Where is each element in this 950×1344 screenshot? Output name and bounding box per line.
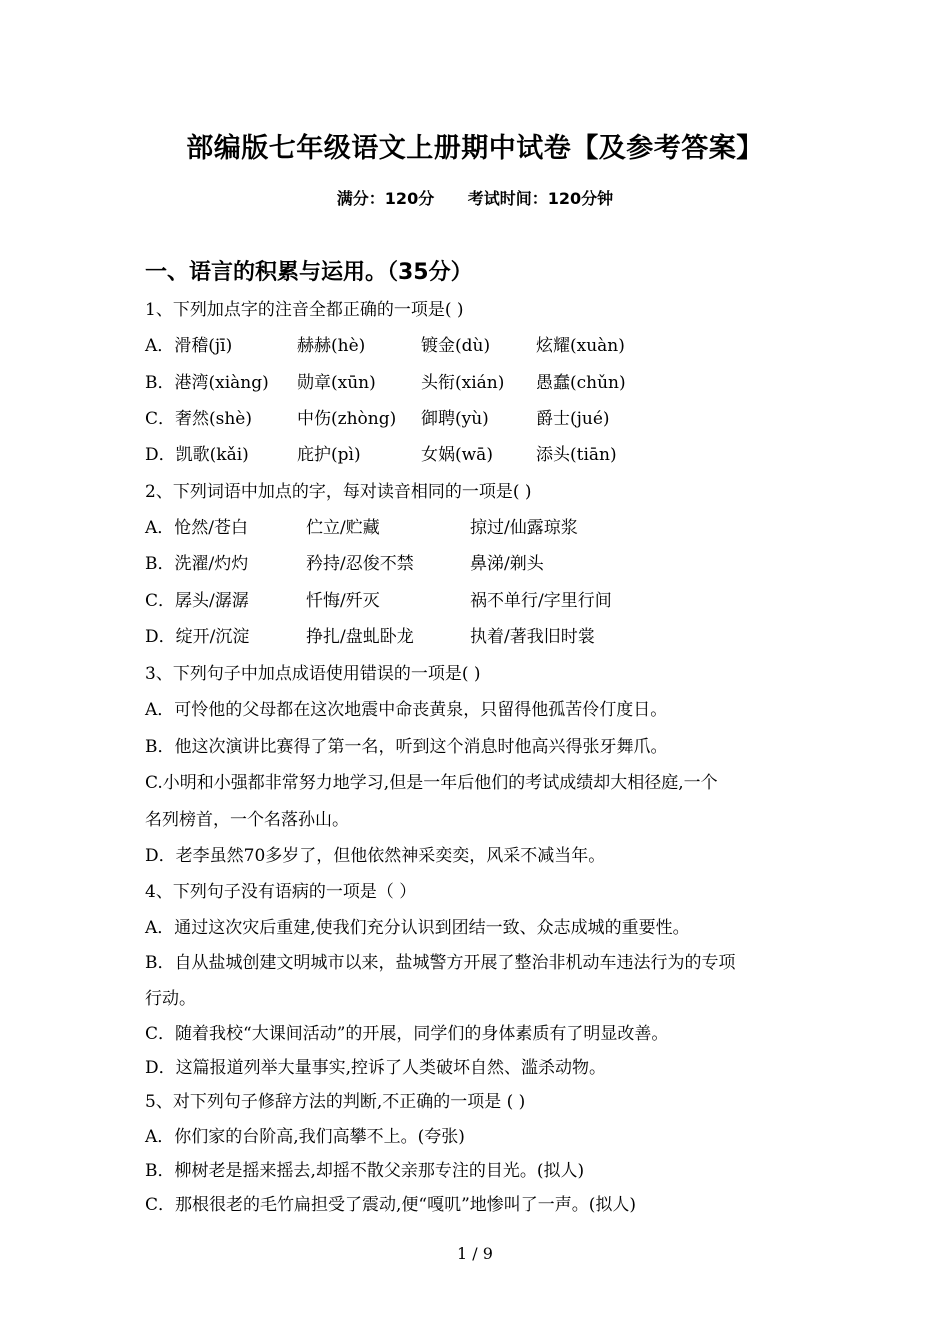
option-item: A．通过这次灾后重建,使我们充分认识到团结一致、众志成城的重要性。 <box>145 918 690 938</box>
question-stem: 3、下列句子中加点成语使用错误的一项是( ) <box>145 664 481 684</box>
option-item: 镀金(dù) <box>421 336 491 356</box>
exam-time: 考试时间：120分钟 <box>467 189 614 208</box>
option-item: A．你们家的台阶高,我们高攀不上。(夸张) <box>145 1127 465 1147</box>
question-stem: 5、对下列句子修辞方法的判断,不正确的一项是 ( ) <box>145 1092 526 1112</box>
option-item: B．港湾(xiàng) <box>145 373 269 393</box>
option-item: 愚蠢(chǔn) <box>536 373 626 393</box>
option-item: D．绽开/沉淀 <box>145 627 250 647</box>
option-item: C．那根很老的毛竹扁担受了震动,便“嘎叽”地惨叫了一声。(拟人) <box>145 1195 637 1215</box>
option-item: D．凯歌(kǎi) <box>145 445 249 465</box>
option-item: D．这篇报道列举大量事实,控诉了人类破坏自然、滥杀动物。 <box>145 1058 607 1078</box>
option-item: A．可怜他的父母都在这次地震中命丧黄泉，只留得他孤苦伶仃度日。 <box>145 700 668 720</box>
option-item: 中伤(zhòng) <box>297 409 397 429</box>
option-item: A．怆然/苍白 <box>145 518 249 538</box>
option-item: B．他这次演讲比赛得了第一名，听到这个消息时他高兴得张牙舞爪。 <box>145 737 668 757</box>
option-item: C．孱头/潺潺 <box>145 591 249 611</box>
option-item: 庇护(pì) <box>297 445 361 465</box>
option-item: 赫赫(hè) <box>297 336 366 356</box>
option-item: 头衔(xián) <box>421 373 505 393</box>
option-item: 伫立/贮藏 <box>306 518 380 538</box>
page-title: 部编版七年级语文上册期中试卷【及参考答案】 <box>186 133 764 164</box>
option-item: 执着/著我旧时裳 <box>470 627 595 647</box>
option-item: 御聘(yù) <box>421 409 489 429</box>
option-item: 鼻涕/剃头 <box>470 554 544 574</box>
option-item: C.小明和小强都非常努力地学习,但是一年后他们的考试成绩却大相径庭,一个 <box>145 773 718 793</box>
option-item: 名列榜首，一个名落孙山。 <box>145 810 349 830</box>
full-score: 满分：120分 <box>336 189 435 208</box>
question-stem: 1、下列加点字的注音全都正确的一项是( ) <box>145 300 464 320</box>
option-item: B．自从盐城创建文明城市以来，盐城警方开展了整治非机动车违法行为的专项 <box>145 953 736 973</box>
section-title: 一、语言的积累与运用。（35分） <box>145 260 473 285</box>
option-item: D．老李虽然70多岁了，但他依然神采奕奕，风采不减当年。 <box>145 846 606 866</box>
option-item: 忏悔/歼灭 <box>306 591 380 611</box>
option-item: 行动。 <box>145 989 196 1009</box>
option-item: 添头(tiān) <box>536 445 617 465</box>
page-number: 1 / 9 <box>457 1244 493 1263</box>
option-item: B．柳树老是摇来摇去,却摇不散父亲那专注的目光。(拟人) <box>145 1161 585 1181</box>
option-item: 爵士(jué) <box>536 409 610 429</box>
option-item: C．奢然(shè) <box>145 409 253 429</box>
option-item: A．滑稽(jī) <box>145 336 233 356</box>
option-item: 挣扎/盘虬卧龙 <box>306 627 414 647</box>
exam-meta <box>0 186 950 209</box>
option-item: 女娲(wā) <box>421 445 493 465</box>
option-item: 祸不单行/字里行间 <box>470 591 612 611</box>
option-item: B．洗濯/灼灼 <box>145 554 249 574</box>
option-item: 炫耀(xuàn) <box>536 336 625 356</box>
question-stem: 2、下列词语中加点的字，每对读音相同的一项是( ) <box>145 482 532 502</box>
option-item: 矜持/忍俊不禁 <box>306 554 414 574</box>
option-item: 勋章(xūn) <box>297 373 376 393</box>
question-stem: 4、下列句子没有语病的一项是（ ） <box>145 882 417 902</box>
option-item: C．随着我校“大课间活动”的开展，同学们的身体素质有了明显改善。 <box>145 1024 669 1044</box>
option-item: 掠过/仙露琼浆 <box>470 518 578 538</box>
